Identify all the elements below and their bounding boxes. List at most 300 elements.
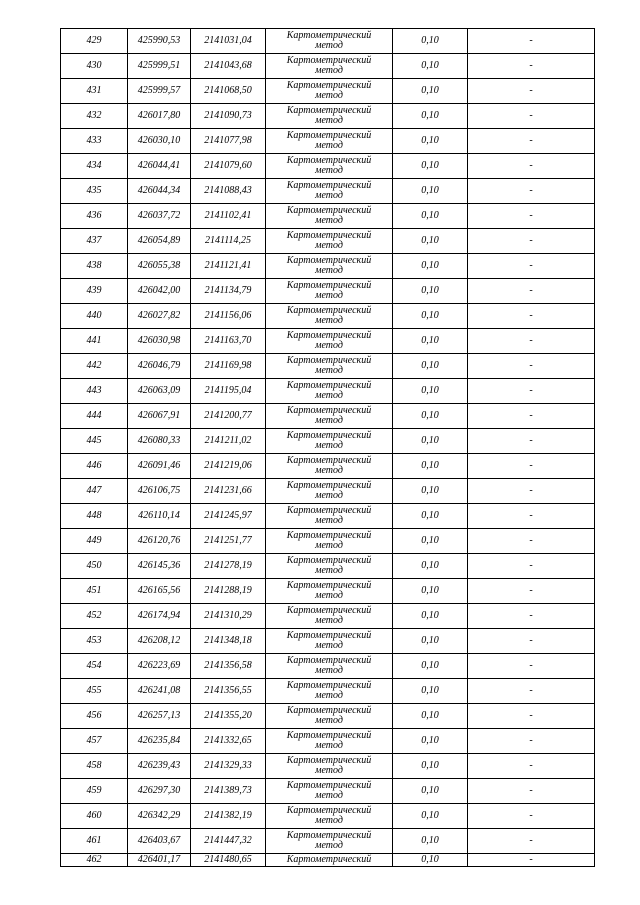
y-coordinate-cell: 2141090,73 [191,104,266,129]
method-cell [266,454,393,479]
accuracy-cell: 0,10 [393,179,468,204]
point-number-cell: 432 [61,104,128,129]
x-coordinate-cell: 426110,14 [128,504,191,529]
x-coordinate-cell: 425999,51 [128,54,191,79]
method-text: метод [315,515,343,526]
table-row [61,104,595,129]
accuracy-cell: 0,10 [393,79,468,104]
method-text: метод [315,815,343,826]
method-cell [266,704,393,729]
method-text: Картометрический [286,430,372,441]
point-number-cell: 461 [61,829,128,854]
method-text: метод [315,165,343,176]
method-text: Картометрический [286,530,372,541]
y-coordinate-cell: 2141447,32 [191,829,266,854]
point-number-cell: 455 [61,679,128,704]
y-coordinate-cell: 2141329,33 [191,754,266,779]
accuracy-cell: 0,10 [393,829,468,854]
method-cell [266,579,393,604]
method-cell [266,504,393,529]
x-coordinate-cell: 426091,46 [128,454,191,479]
accuracy-cell: 0,10 [393,704,468,729]
x-coordinate-cell: 426223,69 [128,654,191,679]
point-number-cell: 434 [61,154,128,179]
x-coordinate-cell: 426297,30 [128,779,191,804]
table-row [61,454,595,479]
method-text: Картометрический [286,105,372,116]
y-coordinate-cell: 2141332,65 [191,729,266,754]
description-cell: - [468,79,595,104]
accuracy-cell: 0,10 [393,479,468,504]
method-text: метод [315,190,343,201]
accuracy-cell: 0,10 [393,854,468,867]
method-text: Картометрический [286,130,372,141]
y-coordinate-cell: 2141077,98 [191,129,266,154]
table-row [61,54,595,79]
accuracy-cell: 0,10 [393,779,468,804]
table-row [61,779,595,804]
method-text: Картометрический [286,305,372,316]
description-cell: - [468,229,595,254]
point-number-cell: 451 [61,579,128,604]
description-cell: - [468,179,595,204]
x-coordinate-cell: 426037,72 [128,204,191,229]
method-cell [266,404,393,429]
point-number-cell: 460 [61,804,128,829]
method-text: Картометрический [286,555,372,566]
description-cell: - [468,754,595,779]
x-coordinate-cell: 426401,17 [128,854,191,867]
table-row [61,854,595,867]
method-text: метод [315,665,343,676]
method-text: метод [315,790,343,801]
accuracy-cell: 0,10 [393,804,468,829]
accuracy-cell: 0,10 [393,654,468,679]
method-cell [266,129,393,154]
y-coordinate-cell: 2141355,20 [191,704,266,729]
description-cell: - [468,279,595,304]
x-coordinate-cell: 426239,43 [128,754,191,779]
method-text: Картометрический [286,605,372,616]
description-cell: - [468,704,595,729]
table-row [61,404,595,429]
x-coordinate-cell: 426017,80 [128,104,191,129]
method-text: метод [315,490,343,501]
point-number-cell: 429 [61,29,128,54]
x-coordinate-cell: 426145,36 [128,554,191,579]
x-coordinate-cell: 425990,53 [128,29,191,54]
method-text: Картометрический [286,280,372,291]
description-cell: - [468,829,595,854]
table-row [61,254,595,279]
description-cell: - [468,579,595,604]
x-coordinate-cell: 426241,08 [128,679,191,704]
method-cell [266,754,393,779]
method-text: метод [315,615,343,626]
method-text: Картометрический [286,330,372,341]
y-coordinate-cell: 2141251,77 [191,529,266,554]
point-number-cell: 445 [61,429,128,454]
method-text: Картометрический [286,255,372,266]
accuracy-cell: 0,10 [393,104,468,129]
y-coordinate-cell: 2141031,04 [191,29,266,54]
y-coordinate-cell: 2141088,43 [191,179,266,204]
accuracy-cell: 0,10 [393,379,468,404]
point-number-cell: 444 [61,404,128,429]
method-text: метод [315,240,343,251]
description-cell: - [468,479,595,504]
point-number-cell: 439 [61,279,128,304]
table-row [61,279,595,304]
accuracy-cell: 0,10 [393,404,468,429]
x-coordinate-cell: 426030,10 [128,129,191,154]
accuracy-cell: 0,10 [393,129,468,154]
method-text: метод [315,590,343,601]
method-text: метод [315,565,343,576]
x-coordinate-cell: 426106,75 [128,479,191,504]
method-text: Картометрический [286,580,372,591]
point-number-cell: 453 [61,629,128,654]
method-cell [266,654,393,679]
description-cell: - [468,779,595,804]
point-number-cell: 438 [61,254,128,279]
table-row [61,654,595,679]
accuracy-cell: 0,10 [393,304,468,329]
x-coordinate-cell: 426042,00 [128,279,191,304]
y-coordinate-cell: 2141163,70 [191,329,266,354]
y-coordinate-cell: 2141356,58 [191,654,266,679]
method-text: Картометрический [286,480,372,491]
method-text: Картометрический [286,155,372,166]
method-cell [266,179,393,204]
method-text: Картометрический [286,230,372,241]
method-text: метод [315,640,343,651]
description-cell: - [468,104,595,129]
point-number-cell: 462 [61,854,128,867]
description-cell: - [468,154,595,179]
method-text: метод [315,315,343,326]
y-coordinate-cell: 2141288,19 [191,579,266,604]
x-coordinate-cell: 426174,94 [128,604,191,629]
table-row [61,229,595,254]
x-coordinate-cell: 426165,56 [128,579,191,604]
y-coordinate-cell: 2141169,98 [191,354,266,379]
method-text: метод [315,540,343,551]
x-coordinate-cell: 426044,41 [128,154,191,179]
method-text: Картометрический [286,854,372,865]
accuracy-cell: 0,10 [393,204,468,229]
y-coordinate-cell: 2141480,65 [191,854,266,867]
method-text: метод [315,440,343,451]
method-text: Картометрический [286,55,372,66]
method-cell [266,54,393,79]
x-coordinate-cell: 426055,38 [128,254,191,279]
table-row [61,804,595,829]
y-coordinate-cell: 2141068,50 [191,79,266,104]
method-text: метод [315,690,343,701]
x-coordinate-cell: 426208,12 [128,629,191,654]
method-text: метод [315,765,343,776]
point-number-cell: 430 [61,54,128,79]
method-cell [266,804,393,829]
point-number-cell: 448 [61,504,128,529]
x-coordinate-cell: 426063,09 [128,379,191,404]
accuracy-cell: 0,10 [393,229,468,254]
description-cell: - [468,304,595,329]
point-number-cell: 443 [61,379,128,404]
table-row [61,579,595,604]
method-cell [266,104,393,129]
y-coordinate-cell: 2141211,02 [191,429,266,454]
method-cell [266,204,393,229]
y-coordinate-cell: 2141245,97 [191,504,266,529]
table-row [61,304,595,329]
point-number-cell: 459 [61,779,128,804]
method-text: Картометрический [286,405,372,416]
table-row [61,379,595,404]
x-coordinate-cell: 426027,82 [128,304,191,329]
point-number-cell: 441 [61,329,128,354]
point-number-cell: 457 [61,729,128,754]
method-cell [266,279,393,304]
method-text: метод [315,115,343,126]
x-coordinate-cell: 426044,34 [128,179,191,204]
table-row [61,204,595,229]
x-coordinate-cell: 426054,89 [128,229,191,254]
point-number-cell: 449 [61,529,128,554]
table-row [61,554,595,579]
description-cell: - [468,729,595,754]
point-number-cell: 456 [61,704,128,729]
description-cell: - [468,604,595,629]
y-coordinate-cell: 2141134,79 [191,279,266,304]
description-cell: - [468,29,595,54]
method-cell [266,304,393,329]
method-text: Картометрический [286,80,372,91]
x-coordinate-cell: 426030,98 [128,329,191,354]
description-cell: - [468,329,595,354]
accuracy-cell: 0,10 [393,254,468,279]
method-text: Картометрический [286,755,372,766]
description-cell: - [468,429,595,454]
coordinates-table-body [61,29,595,867]
y-coordinate-cell: 2141219,06 [191,454,266,479]
y-coordinate-cell: 2141389,73 [191,779,266,804]
description-cell: - [468,404,595,429]
method-cell [266,604,393,629]
x-coordinate-cell: 426046,79 [128,354,191,379]
description-cell: - [468,554,595,579]
table-row [61,754,595,779]
accuracy-cell: 0,10 [393,629,468,654]
method-text: Картометрический [286,205,372,216]
accuracy-cell: 0,10 [393,554,468,579]
point-number-cell: 436 [61,204,128,229]
y-coordinate-cell: 2141231,66 [191,479,266,504]
accuracy-cell: 0,10 [393,54,468,79]
table-row [61,829,595,854]
method-cell [266,854,393,867]
description-cell: - [468,354,595,379]
y-coordinate-cell: 2141195,04 [191,379,266,404]
method-text: метод [315,840,343,851]
method-text: Картометрический [286,30,372,41]
y-coordinate-cell: 2141043,68 [191,54,266,79]
method-text: Картометрический [286,380,372,391]
description-cell: - [468,254,595,279]
y-coordinate-cell: 2141156,06 [191,304,266,329]
description-cell: - [468,54,595,79]
method-cell [266,29,393,54]
method-text: Картометрический [286,630,372,641]
x-coordinate-cell: 426120,76 [128,529,191,554]
point-number-cell: 442 [61,354,128,379]
accuracy-cell: 0,10 [393,329,468,354]
table-row [61,79,595,104]
table-row [61,129,595,154]
description-cell: - [468,504,595,529]
description-cell: - [468,679,595,704]
method-cell [266,529,393,554]
table-row [61,429,595,454]
y-coordinate-cell: 2141356,55 [191,679,266,704]
table-row [61,629,595,654]
x-coordinate-cell: 426257,13 [128,704,191,729]
x-coordinate-cell: 426342,29 [128,804,191,829]
method-text: Картометрический [286,680,372,691]
point-number-cell: 446 [61,454,128,479]
point-number-cell: 433 [61,129,128,154]
coordinates-table [60,28,595,867]
x-coordinate-cell: 425999,57 [128,79,191,104]
method-text: метод [315,265,343,276]
point-number-cell: 440 [61,304,128,329]
y-coordinate-cell: 2141278,19 [191,554,266,579]
method-cell [266,679,393,704]
accuracy-cell: 0,10 [393,679,468,704]
accuracy-cell: 0,10 [393,454,468,479]
method-text: метод [315,65,343,76]
description-cell: - [468,454,595,479]
method-cell [266,779,393,804]
description-cell: - [468,854,595,867]
x-coordinate-cell: 426403,67 [128,829,191,854]
method-text: Картометрический [286,705,372,716]
method-text: метод [315,715,343,726]
accuracy-cell: 0,10 [393,429,468,454]
point-number-cell: 454 [61,654,128,679]
method-cell [266,229,393,254]
method-cell [266,479,393,504]
accuracy-cell: 0,10 [393,754,468,779]
method-cell [266,629,393,654]
x-coordinate-cell: 426080,33 [128,429,191,454]
table-row [61,529,595,554]
y-coordinate-cell: 2141310,29 [191,604,266,629]
method-text: метод [315,390,343,401]
method-cell [266,254,393,279]
description-cell: - [468,204,595,229]
method-cell [266,429,393,454]
y-coordinate-cell: 2141348,18 [191,629,266,654]
method-text: Картометрический [286,780,372,791]
method-text: метод [315,415,343,426]
x-coordinate-cell: 426235,84 [128,729,191,754]
table-row [61,154,595,179]
method-cell [266,554,393,579]
point-number-cell: 437 [61,229,128,254]
point-number-cell: 431 [61,79,128,104]
table-row [61,354,595,379]
method-text: метод [315,340,343,351]
description-cell: - [468,629,595,654]
accuracy-cell: 0,10 [393,354,468,379]
y-coordinate-cell: 2141121,41 [191,254,266,279]
x-coordinate-cell: 426067,91 [128,404,191,429]
method-text: метод [315,140,343,151]
method-text: Картометрический [286,180,372,191]
accuracy-cell: 0,10 [393,579,468,604]
description-cell: - [468,529,595,554]
method-text: Картометрический [286,505,372,516]
point-number-cell: 452 [61,604,128,629]
point-number-cell: 450 [61,554,128,579]
method-text: метод [315,740,343,751]
accuracy-cell: 0,10 [393,504,468,529]
method-text: метод [315,290,343,301]
y-coordinate-cell: 2141200,77 [191,404,266,429]
description-cell: - [468,654,595,679]
point-number-cell: 435 [61,179,128,204]
method-cell [266,829,393,854]
method-text: Картометрический [286,355,372,366]
method-cell [266,354,393,379]
method-text: Картометрический [286,805,372,816]
table-row [61,504,595,529]
table-row [61,329,595,354]
table-row [61,604,595,629]
method-cell [266,729,393,754]
table-row [61,704,595,729]
method-text: Картометрический [286,830,372,841]
table-row [61,29,595,54]
y-coordinate-cell: 2141382,19 [191,804,266,829]
method-cell [266,79,393,104]
method-cell [266,329,393,354]
method-text: Картометрический [286,655,372,666]
method-cell [266,379,393,404]
method-text: Картометрический [286,455,372,466]
table-row [61,679,595,704]
table-row [61,479,595,504]
y-coordinate-cell: 2141114,25 [191,229,266,254]
y-coordinate-cell: 2141102,41 [191,204,266,229]
accuracy-cell: 0,10 [393,729,468,754]
accuracy-cell: 0,10 [393,154,468,179]
accuracy-cell: 0,10 [393,529,468,554]
point-number-cell: 447 [61,479,128,504]
method-text: метод [315,215,343,226]
accuracy-cell: 0,10 [393,604,468,629]
method-text: метод [315,465,343,476]
point-number-cell: 458 [61,754,128,779]
table-row [61,179,595,204]
table-row [61,729,595,754]
method-text: метод [315,40,343,51]
accuracy-cell: 0,10 [393,279,468,304]
y-coordinate-cell: 2141079,60 [191,154,266,179]
description-cell: - [468,379,595,404]
